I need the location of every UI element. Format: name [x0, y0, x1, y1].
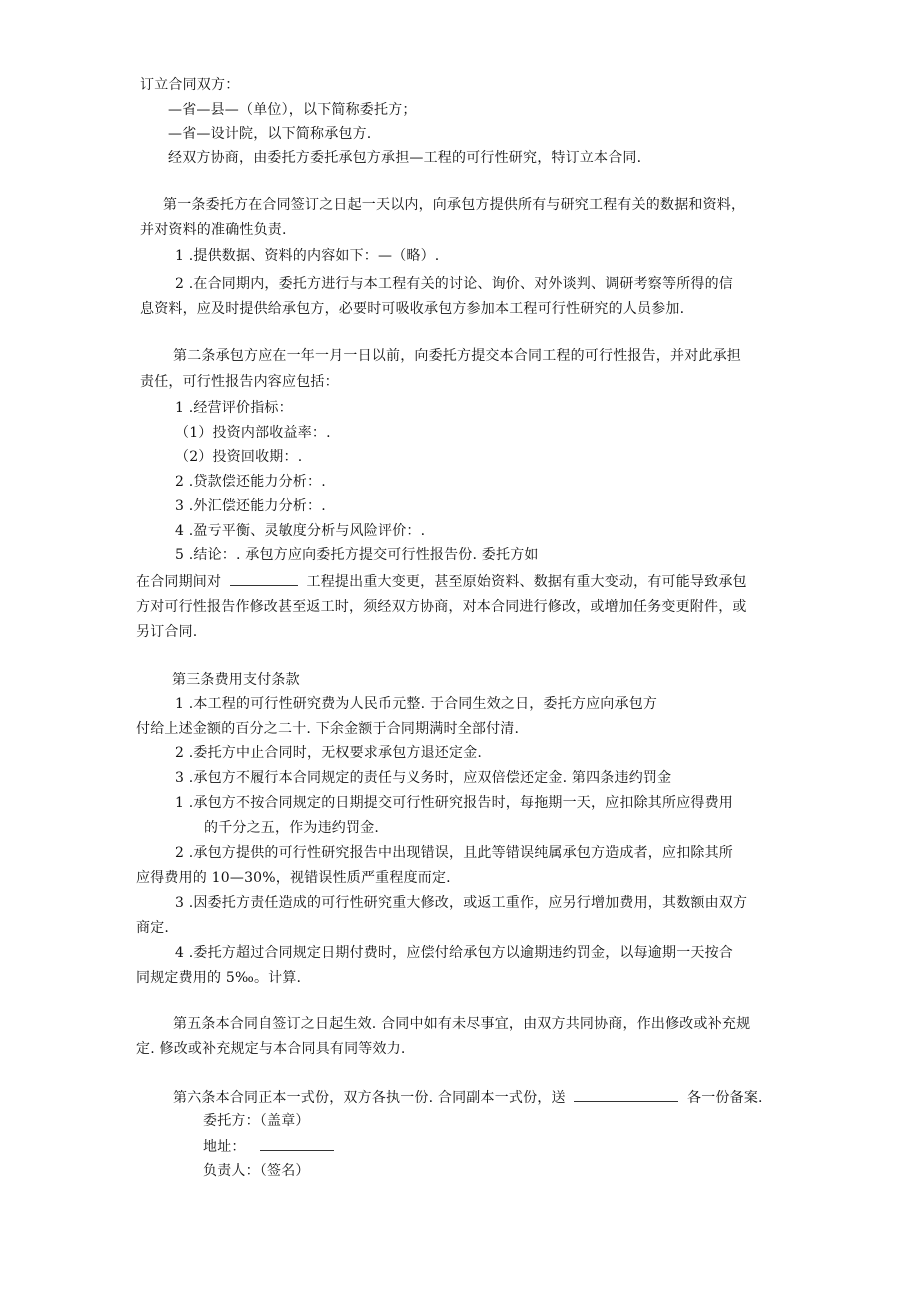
article6-line1-pre: 第六条本合同正本一式份，双方各执一份. 合同副本一式份，送 — [173, 1090, 566, 1106]
article2-item1: 1 .经营评价指标： — [175, 400, 293, 416]
article3-item1-line1: 1 .本工程的可行性研究费为人民币元整. 于合同生效之日，委托方应向承包方 — [175, 696, 658, 712]
article3-title: 第三条费用支付条款 — [172, 672, 300, 688]
article3-item1-line2: 付给上述金额的百分之二十. 下余金额于合同期满时全部付清. — [136, 721, 520, 737]
article3-item3: 3 .承包方不履行本合同规定的责任与义务时，应双倍偿还定金. 第四条违约罚金 — [175, 770, 672, 786]
party-b-line: —省—设计院，以下简称承包方. — [168, 126, 372, 142]
address-label: 地址： — [203, 1139, 246, 1155]
article4-item3-line1: 3 .因委托方责任造成的可行性研究重大修改，或返工重作，应另行增加费用，其数额由双方 — [175, 895, 748, 911]
article4-item4-line2: 同规定费用的 5‰。计算. — [136, 970, 302, 986]
article2-cont2: 方对可行性报告作修改甚至返工时，须经双方协商，对本合同进行修改，或增加任务变更附件，或 — [136, 599, 747, 615]
article1-line2: 并对资料的准确性负责. — [140, 222, 287, 238]
article5-line2: 定. 修改或补充规定与本合同具有同等效力. — [136, 1041, 406, 1057]
article2-item3: 3 .外汇偿还能力分析：. — [175, 498, 326, 514]
article4-item2-line1: 2 .承包方提供的可行性研究报告中出现错误，且此等错误纯属承包方造成者，应扣除其所 — [175, 845, 734, 861]
article2-line1: 第二条承包方应在一年一月一日以前，向委托方提交本合同工程的可行性报告，并对此承担 — [173, 348, 741, 364]
client-seal-label: 委托方：（盖章） — [203, 1113, 310, 1129]
blank-line — [230, 571, 298, 586]
leader-sign-label: 负责人：（签名） — [203, 1163, 310, 1179]
article2-cont3: 另订合同. — [136, 624, 198, 640]
article2-cont1-pre: 在合同期间对 — [136, 574, 222, 590]
article4-item1-line1: 1 .承包方不按合同规定的日期提交可行性研究报告时，每拖期一天，应扣除其所应得费用 — [175, 795, 734, 811]
article1-item2-line1: 2 .在合同期内，委托方进行与本工程有关的讨论、询价、对外谈判、调研考察等所得的信 — [175, 276, 734, 292]
article2-cont1-post: 工程提出重大变更，甚至原始资料、数据有重大变动，有可能导致承包 — [306, 574, 747, 590]
article1-item1: 1 .提供数据、资料的内容如下：—（略）. — [175, 248, 440, 264]
intro-line: 经双方协商，由委托方委托承包方承担—工程的可行性研究，特订立本合同. — [168, 150, 642, 166]
address-line — [203, 1136, 334, 1156]
article5-line1: 第五条本合同自签订之日起生效. 合同中如有未尽事宜，由双方共同协商，作出修改或补充规 — [173, 1016, 751, 1032]
article6-line1-post: 各一份备案. — [687, 1090, 763, 1106]
parties-heading: 订立合同双方： — [140, 77, 240, 93]
article2-item1-sub1: （1）投资内部收益率：. — [175, 425, 331, 441]
article2-line2: 责任，可行性报告内容应包括： — [140, 374, 339, 390]
article2-item4: 4 .盈亏平衡、灵敏度分析与风险评价：. — [175, 523, 426, 539]
article2-cont1 — [136, 571, 747, 591]
article6-line1 — [173, 1087, 763, 1107]
article4-item3-line2: 商定. — [136, 920, 170, 936]
article1-line1: 第一条委托方在合同签订之日起一天以内，向承包方提供所有与研究工程有关的数据和资料， — [163, 197, 746, 213]
article4-item4-line1: 4 .委托方超过合同规定日期付费时，应偿付给承包方以逾期违约罚金，以每逾期一天按合 — [175, 945, 734, 961]
article2-item5: 5 .结论：. 承包方应向委托方提交可行性报告份. 委托方如 — [175, 547, 539, 563]
article1-item2-line2: 息资料，应及时提供给承包方，必要时可吸收承包方参加本工程可行性研究的人员参加. — [140, 301, 685, 317]
article3-item2: 2 .委托方中止合同时，无权要求承包方退还定金. — [175, 745, 483, 761]
article4-item1-line2: 的千分之五，作为违约罚金. — [204, 820, 380, 836]
address-blank — [260, 1136, 334, 1151]
article2-item1-sub2: （2）投资回收期：. — [175, 449, 303, 465]
article4-item2-line2: 应得费用的 10—30%，视错误性质严重程度而定. — [136, 870, 451, 886]
blank-line — [574, 1087, 678, 1102]
party-a-line: —省—县—（单位），以下简称委托方； — [168, 102, 417, 118]
article2-item2: 2 .贷款偿还能力分析：. — [175, 474, 326, 490]
